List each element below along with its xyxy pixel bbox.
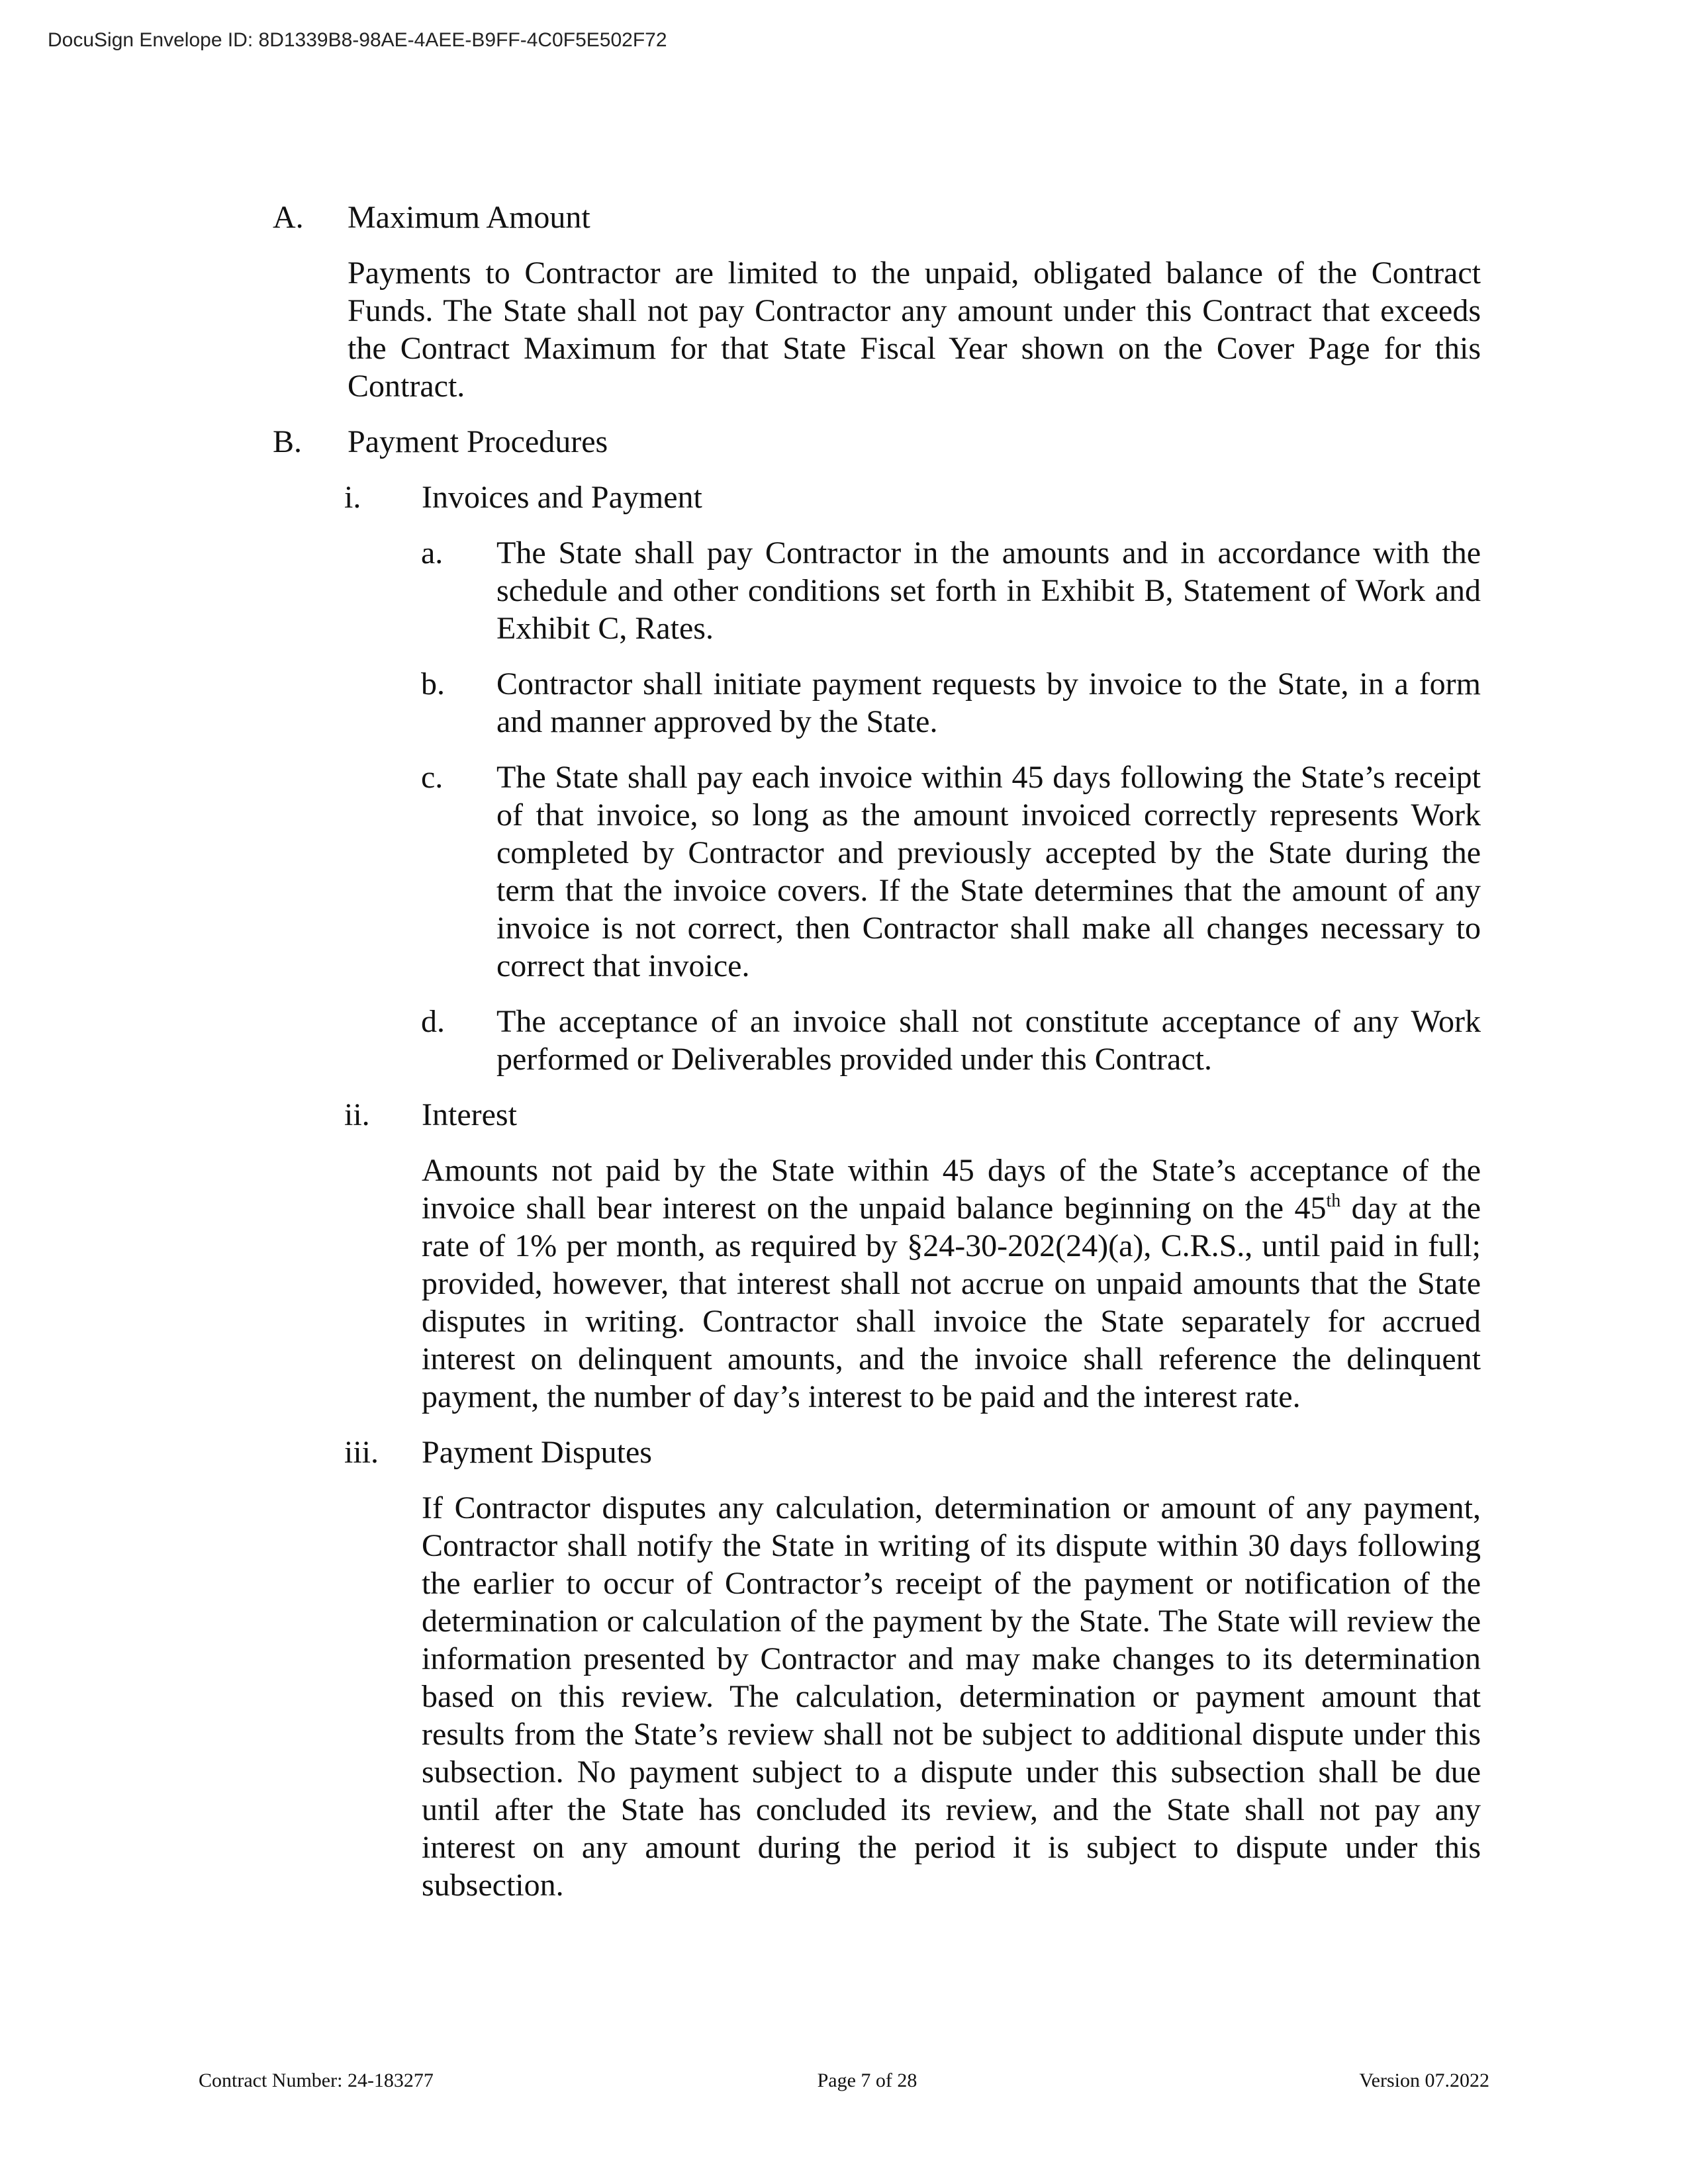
subsection-i-marker: i. — [344, 480, 361, 515]
subsection-iii-title: Payment Disputes — [422, 1435, 652, 1470]
subsection-i-title: Invoices and Payment — [422, 480, 702, 515]
subsection-iii-heading — [0, 1433, 1688, 1471]
ordinal-superscript: th — [1326, 1191, 1341, 1211]
footer-page-number: Page 7 of 28 — [817, 2070, 917, 2091]
list-item — [0, 534, 1688, 647]
subsection-iii-body: If Contractor disputes any calculation, determination or amount of any payment, Contractor shall notify the State in writing of its dispute within 30 days following the earlier to occur of Contractor’s receipt of the payment or notification of the determination or calculation of the payment by the State. The State will review the information presented by Contractor and may make changes to its determination based on this review. The calculation, determination or payment amount that results from the State’s review shall not be subject to additional dispute under this subsection. No payment subject to a dispute under this subsection shall be due until after the State has concluded its review, and the State shall not pay any interest on any amount during the period it is subject to dispute under this subsection. — [422, 1490, 1481, 1903]
subsection-ii-heading — [0, 1096, 1688, 1134]
list-item-text: The acceptance of an invoice shall not constitute acceptance of any Work performed or Deliverables provided under this Contract. — [496, 1004, 1481, 1077]
subsection-ii-body — [422, 1152, 1481, 1416]
list-item-text: The State shall pay Contractor in the amounts and in accordance with the schedule and other conditions set forth in Exhibit B, Statement of Work and Exhibit C, Rates. — [496, 535, 1481, 646]
list-item-marker: b. — [421, 666, 445, 702]
section-a-heading — [0, 199, 1688, 236]
docusign-envelope-id: DocuSign Envelope ID: 8D1339B8-98AE-4AEE-B9FF-4C0F5E502F72 — [48, 29, 667, 51]
list-item — [0, 665, 1688, 741]
list-item-text: The State shall pay each invoice within 45 days following the State’s receipt of that invoice, so long as the amount invoiced correctly represents Work completed by Contractor and previously accepted by the State during the term that the invoice covers. If the State determines that the amount of any invoice is not correct, then Contractor shall make all changes necessary to correct that invoice. — [496, 760, 1481, 983]
footer-version: Version 07.2022 — [1359, 2070, 1489, 2091]
subsection-i-heading — [0, 478, 1688, 516]
section-b-heading — [0, 423, 1688, 461]
list-item-marker: d. — [421, 1004, 445, 1039]
interest-text-part1: Amounts not paid by the State within 45 days of the State’s acceptance of the invoice shall bear interest on the unpaid balance beginning on the 45 — [422, 1153, 1481, 1226]
list-item-text: Contractor shall initiate payment requests by invoice to the State, in a form and manner approved by the State. — [496, 666, 1481, 739]
section-a-body: Payments to Contractor are limited to the unpaid, obligated balance of the Contract Funds. The State shall not pay Contractor any amount under this Contract that exceeds the Contract Maximum for that State Fiscal Year shown on the Cover Page for this Contract. — [348, 255, 1481, 404]
subsection-iii-marker: iii. — [344, 1435, 379, 1470]
list-item — [0, 758, 1688, 985]
list-item-marker: a. — [421, 535, 444, 570]
subsection-ii-marker: ii. — [344, 1097, 370, 1132]
list-item-marker: c. — [421, 760, 444, 795]
section-a-marker: A. — [273, 200, 304, 235]
section-b-title: Payment Procedures — [348, 424, 608, 459]
footer-contract-number: Contract Number: 24-183277 — [199, 2070, 434, 2091]
subsection-ii-title: Interest — [422, 1097, 517, 1132]
section-a-title: Maximum Amount — [348, 200, 590, 235]
contract-page-body — [0, 199, 1688, 1904]
section-b-marker: B. — [273, 424, 303, 459]
interest-text-part2: day at the rate of 1% per month, as required by §24-30-202(24)(a), C.R.S., until paid in full; provided, however, that interest shall not accrue on unpaid amounts that the State disputes in writing. Contractor shall invoice the State separately for accrued interest on delinquent amounts, and the invoice shall reference the delinquent payment, the number of day’s interest to be paid and the interest rate. — [422, 1191, 1481, 1414]
list-item — [0, 1003, 1688, 1078]
